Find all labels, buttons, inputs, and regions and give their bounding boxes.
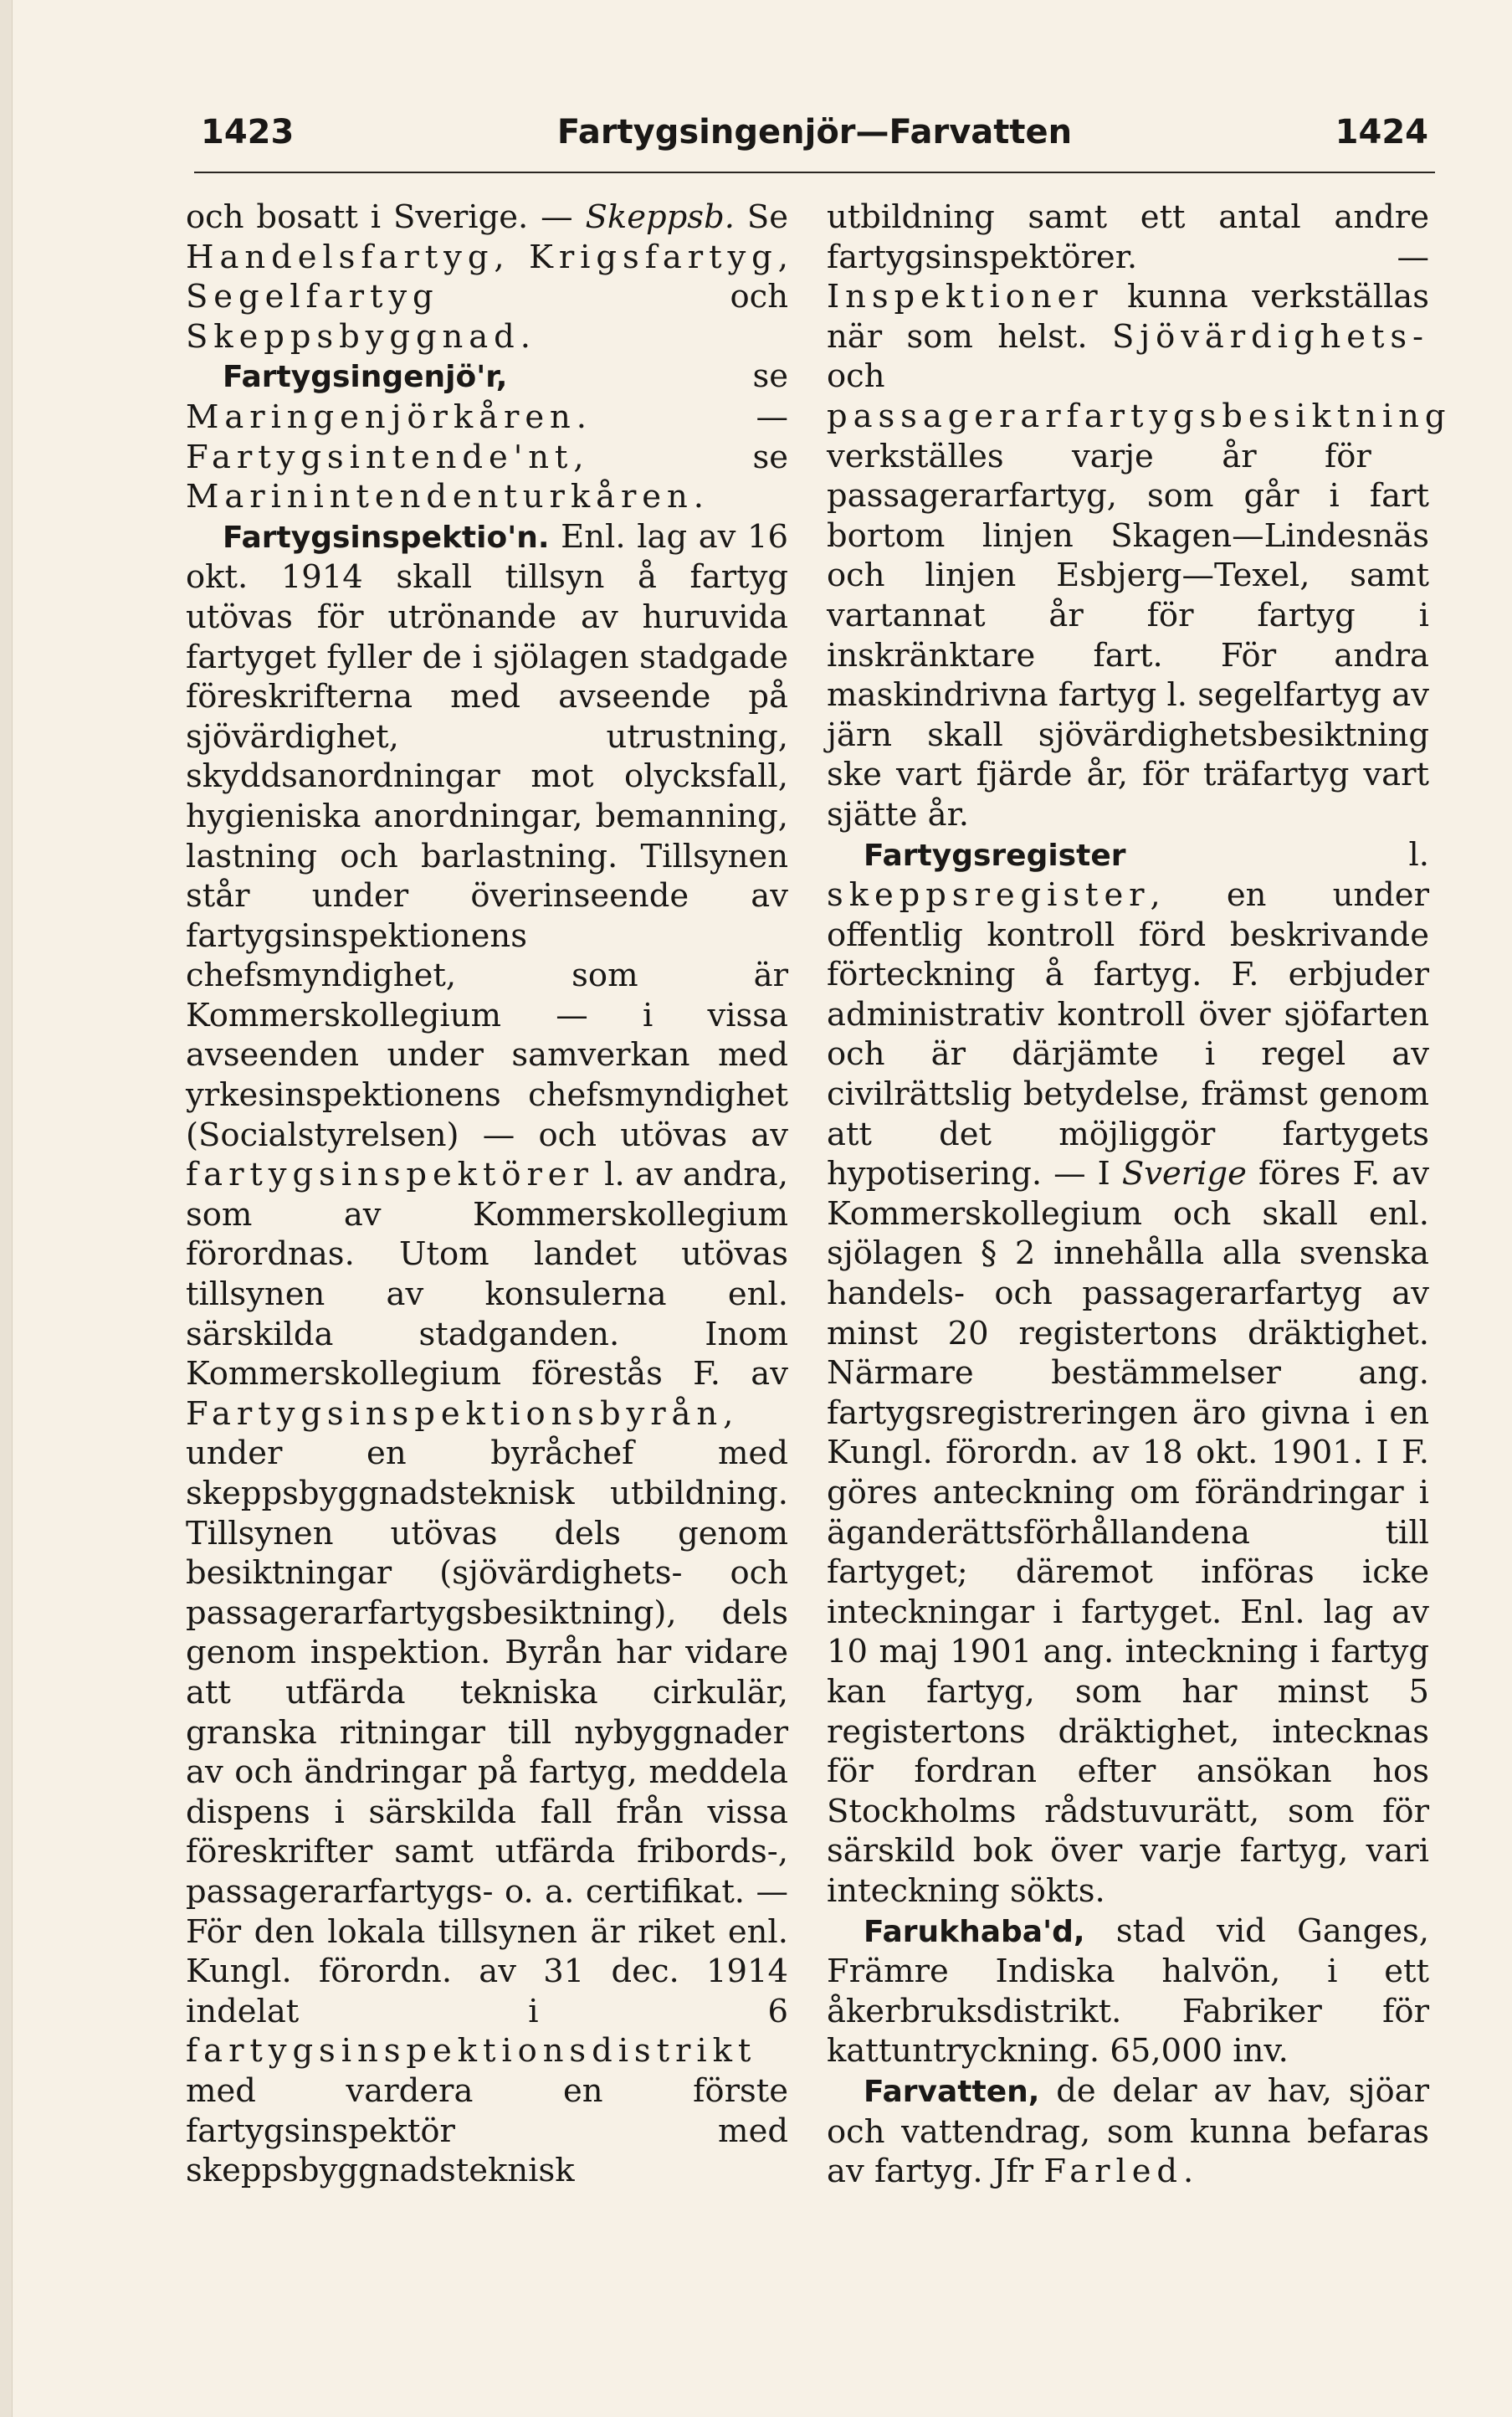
headword-farukhabad: Farukhaba'd, bbox=[864, 1914, 1085, 1949]
right-page-number: 1424 bbox=[1335, 113, 1428, 151]
term-passagerarfartygsbesiktning: passagerarfartygsbesiktning bbox=[827, 397, 1452, 435]
entry-fartygsregister: Fartygsregister l. skeppsregister, en under offentlig kontroll förd beskrivande förteckning å fartyg. F. erbjuder administrativ kontroll över sjöfarten och är därjämte i regel av civilrättslig betydelse, främst genom att det möjliggör fartygets hypotisering. — I Sverige föres F. av Kommerskollegium och skall enl. sjölagen § 2 innehålla alla svenska handels- och passagerarfartyg av minst 20 registertons dräktighet. Närmare bestämmelser ang. fartygsregistreringen äro givna i en Kungl. förordn. av 18 okt. 1901. I F. göres anteckning om förändringar i äganderättsförhållandena till fartyget; däremot införas icke inteckningar i fartyget. Enl. lag av 10 maj 1901 ang. inteckning i fartyg kan fartyg, som har minst 5 registertons dräktighet, intecknas för fordran efter ansökan hos Stockholms rådstuvurätt, som för särskild bok över varje fartyg, vari inteckning sökts. bbox=[827, 835, 1430, 1910]
header-rule bbox=[194, 172, 1435, 173]
entry-continuation-fartygsingenjor: och bosatt i Sverige. — Skeppsb. Se Handelsfartyg, Krigsfartyg, Segelfartyg och Skeppsbyggnad. bbox=[186, 198, 788, 356]
headword-fartygsregister: Fartygsregister bbox=[864, 838, 1126, 873]
term-fartygsinspektionsdistrikt: fartygsinspektionsdistrikt bbox=[186, 2032, 757, 2071]
right-column bbox=[827, 198, 1452, 2192]
headword-fartygsinspektion: Fartygsinspektio'n. bbox=[223, 520, 550, 555]
entry-farvatten: Farvatten, de delar av hav, sjöar och vattendrag, som kunna befaras av fartyg. Jfr Farled. bbox=[827, 2071, 1429, 2191]
entry-fartygsingenjor: Fartygsingenjö'r, se Maringenjörkåren. — Fartygsintende'nt, se Marinintendenturkåren. bbox=[186, 357, 788, 516]
crossref-skeppsbyggnad: Skeppsbyggnad bbox=[186, 317, 520, 356]
running-title: Fartygsingenjör—Farvatten bbox=[556, 113, 1073, 151]
crossref-fartygsintendent: Fartygsintende'nt bbox=[186, 438, 574, 476]
page-edge bbox=[0, 0, 13, 2417]
crossref-krigsfartyg: Krigsfartyg bbox=[529, 238, 778, 276]
left-column bbox=[186, 198, 788, 2191]
term-sverige: Sverige bbox=[1121, 1155, 1247, 1193]
crossref-skeppsb: Skeppsb. bbox=[585, 198, 735, 236]
entry-farukhabad: Farukhaba'd, stad vid Ganges, Främre Indiska halvön, i ett åkerbruksdistrikt. Fabriker för kattuntryckning. 65,000 inv. bbox=[827, 1912, 1429, 2071]
entry-fartygsinspektion: Fartygsinspektio'n. Enl. lag av 16 okt. 1914 skall tillsyn å fartyg utövas för utrönande av huruvida fartyget fyller de i sjölagen stadgade föreskrifterna med avseende på sjövärdighet, utrustning, skyddsanordningar mot olycksfall, hygieniska anordningar, bemanning, lastning och barlastning. Tillsynen står under överinseende av fartygsinspektionens chefsmyndighet, som är Kommerskollegium — i vissa avseenden under samverkan med yrkesinspektionens chefsmyndighet (Socialstyrelsen) — och utövas av fartygsinspektörer l. av andra, som av Kommerskollegium förordnas. Utom landet utövas tillsynen av konsulerna enl. särskilda stadganden. Inom Kommerskollegium förestås F. av Fartygsinspektionsbyrån, under en byråchef med skeppsbyggnadsteknisk utbildning. Tillsynen utövas dels genom besiktningar (sjövärdighets- och passagerarfartygsbesiktning), dels genom inspektion. Byrån har vidare att utfärda tekniska cirkulär, granska ritningar till nybyggnader av och ändringar på fartyg, meddela dispens i särskilda fall från vissa föreskrifter samt utfärda fribords-, passagerarfartygs- o. a. certifikat. — För den lokala tillsynen är riket enl. Kungl. förordn. av 31 dec. 1914 indelat i 6 fartygsinspektionsdistrikt med vardera en förste fartygsinspektör med skeppsbyggnadsteknisk bbox=[186, 517, 788, 2190]
term-skeppsregister: skeppsregister bbox=[827, 876, 1151, 915]
crossref-segelfartyg: Segelfartyg bbox=[186, 278, 439, 316]
term-sjovardighets: Sjövärdighets- bbox=[1111, 317, 1429, 356]
crossref-maringenjorkaren: Maringenjörkåren bbox=[186, 398, 577, 436]
term-inspektioner: Inspektioner bbox=[827, 278, 1104, 316]
crossref-farled: Farled bbox=[1043, 2153, 1183, 2191]
running-header bbox=[201, 113, 1428, 151]
crossref-marinintendenturkaren: Marinintendenturkåren bbox=[186, 478, 694, 516]
crossref-handelsfartyg: Handelsfartyg bbox=[186, 238, 495, 276]
headword-fartygsingenjor: Fartygsingenjö'r, bbox=[223, 360, 508, 395]
term-fartygsinspektionsbyran: Fartygsinspektionsbyrån bbox=[186, 1394, 724, 1433]
left-page-number: 1423 bbox=[201, 113, 295, 151]
term-fartygsinspektorer: fartygsinspektörer bbox=[186, 1156, 594, 1194]
entry-continuation-fartygsinspektion: utbildning samt ett antal andre fartygsinspektörer. — Inspektioner kunna verkställas när som helst. Sjövärdighets- och passagerarfartygsbesiktning verkställes varje år för passagerarfartyg, som går i fart bortom linjen Skagen—Lindesnäs och linjen Esbjerg—Texel, samt vartannat år för fartyg i inskränktare fart. För andra maskindrivna fartyg l. segelfartyg av järn skall sjövärdighetsbesiktning ske vart fjärde år, för träfartyg vart sjätte år. bbox=[827, 198, 1452, 834]
headword-farvatten: Farvatten, bbox=[864, 2074, 1040, 2109]
